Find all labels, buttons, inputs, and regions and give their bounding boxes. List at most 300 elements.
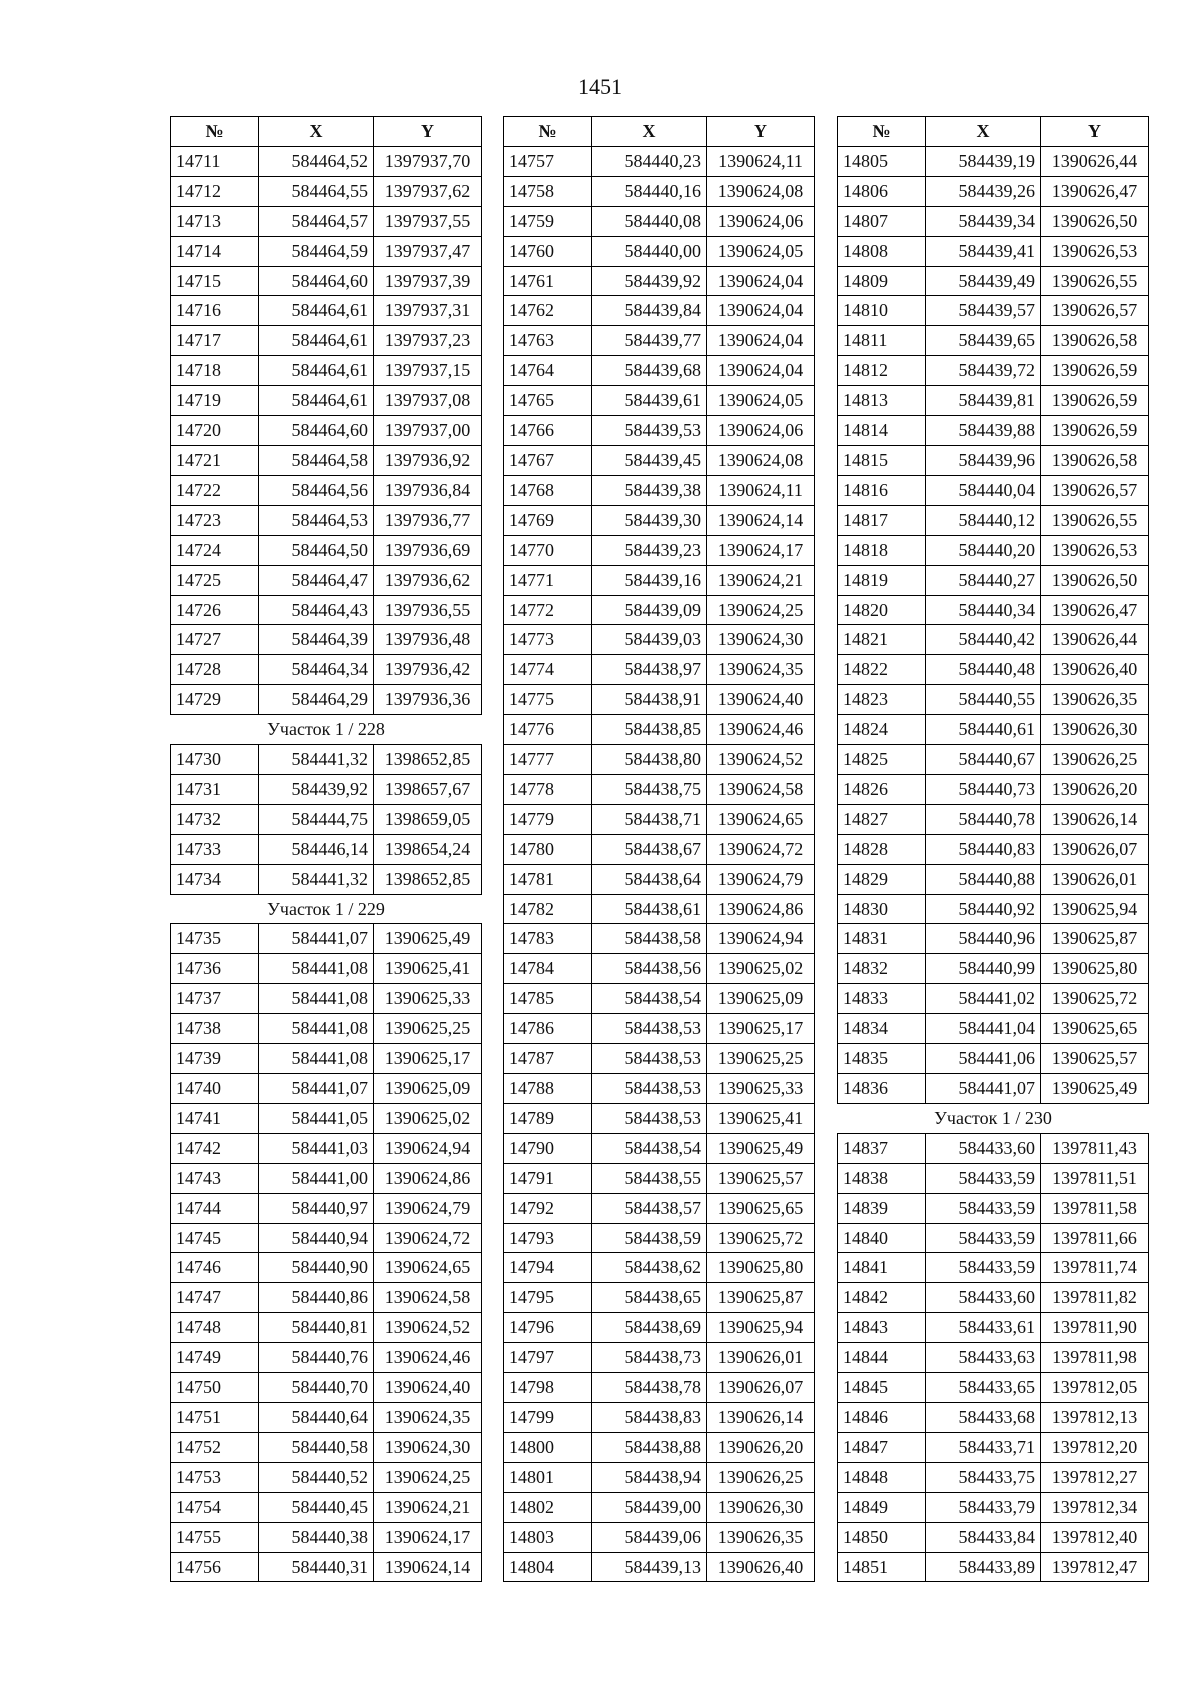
x-coordinate: 584438,83 xyxy=(592,1402,707,1432)
point-number: 14824 xyxy=(838,715,926,745)
point-number: 14726 xyxy=(171,595,259,625)
y-coordinate: 1390624,21 xyxy=(374,1492,482,1522)
x-coordinate: 584439,68 xyxy=(592,356,707,386)
table-row xyxy=(504,1193,815,1223)
point-number: 14841 xyxy=(838,1253,926,1283)
y-coordinate: 1397811,74 xyxy=(1041,1253,1149,1283)
point-number: 14804 xyxy=(504,1552,592,1582)
point-number: 14772 xyxy=(504,595,592,625)
column-header-x: X xyxy=(926,117,1041,147)
point-number: 14813 xyxy=(838,386,926,416)
y-coordinate: 1390626,55 xyxy=(1041,505,1149,535)
x-coordinate: 584440,88 xyxy=(926,864,1041,894)
point-number: 14821 xyxy=(838,625,926,655)
point-number: 14775 xyxy=(504,685,592,715)
x-coordinate: 584464,60 xyxy=(259,266,374,296)
point-number: 14830 xyxy=(838,894,926,924)
y-coordinate: 1390626,40 xyxy=(707,1552,815,1582)
point-number: 14714 xyxy=(171,236,259,266)
point-number: 14815 xyxy=(838,445,926,475)
table-row xyxy=(838,1133,1149,1163)
y-coordinate: 1390626,44 xyxy=(1041,146,1149,176)
point-number: 14743 xyxy=(171,1163,259,1193)
point-number: 14808 xyxy=(838,236,926,266)
x-coordinate: 584464,47 xyxy=(259,565,374,595)
x-coordinate: 584438,78 xyxy=(592,1373,707,1403)
table-row xyxy=(504,715,815,745)
table-row xyxy=(838,505,1149,535)
x-coordinate: 584439,26 xyxy=(926,176,1041,206)
x-coordinate: 584440,48 xyxy=(926,655,1041,685)
point-number: 14745 xyxy=(171,1223,259,1253)
table-row xyxy=(838,1283,1149,1313)
x-coordinate: 584464,43 xyxy=(259,595,374,625)
point-number: 14811 xyxy=(838,326,926,356)
point-number: 14712 xyxy=(171,176,259,206)
point-number: 14805 xyxy=(838,146,926,176)
point-number: 14770 xyxy=(504,535,592,565)
point-number: 14774 xyxy=(504,655,592,685)
point-number: 14825 xyxy=(838,745,926,775)
x-coordinate: 584440,86 xyxy=(259,1283,374,1313)
x-coordinate: 584439,06 xyxy=(592,1522,707,1552)
y-coordinate: 1390625,41 xyxy=(707,1103,815,1133)
coordinates-table-right xyxy=(837,116,1149,1582)
point-number: 14839 xyxy=(838,1193,926,1223)
x-coordinate: 584440,70 xyxy=(259,1373,374,1403)
table-row xyxy=(838,655,1149,685)
point-number: 14831 xyxy=(838,924,926,954)
y-coordinate: 1397812,13 xyxy=(1041,1402,1149,1432)
x-coordinate: 584441,06 xyxy=(926,1044,1041,1074)
point-number: 14762 xyxy=(504,296,592,326)
table-row xyxy=(838,1402,1149,1432)
x-coordinate: 584439,72 xyxy=(926,356,1041,386)
x-coordinate: 584441,05 xyxy=(259,1103,374,1133)
table-row xyxy=(838,625,1149,655)
point-number: 14744 xyxy=(171,1193,259,1223)
point-number: 14817 xyxy=(838,505,926,535)
table-row xyxy=(504,146,815,176)
table-row xyxy=(838,1074,1149,1104)
point-number: 14740 xyxy=(171,1074,259,1104)
x-coordinate: 584433,59 xyxy=(926,1193,1041,1223)
point-number: 14819 xyxy=(838,565,926,595)
point-number: 14823 xyxy=(838,685,926,715)
point-number: 14782 xyxy=(504,894,592,924)
point-number: 14827 xyxy=(838,804,926,834)
y-coordinate: 1397936,48 xyxy=(374,625,482,655)
table-row xyxy=(171,1343,482,1373)
point-number: 14779 xyxy=(504,804,592,834)
y-coordinate: 1390625,94 xyxy=(1041,894,1149,924)
table-row xyxy=(838,1014,1149,1044)
y-coordinate: 1390626,40 xyxy=(1041,655,1149,685)
y-coordinate: 1398652,85 xyxy=(374,864,482,894)
point-number: 14786 xyxy=(504,1014,592,1044)
table-row xyxy=(504,266,815,296)
x-coordinate: 584433,68 xyxy=(926,1402,1041,1432)
point-number: 14766 xyxy=(504,416,592,446)
x-coordinate: 584438,53 xyxy=(592,1044,707,1074)
x-coordinate: 584438,61 xyxy=(592,894,707,924)
point-number: 14847 xyxy=(838,1432,926,1462)
x-coordinate: 584440,96 xyxy=(926,924,1041,954)
y-coordinate: 1390625,87 xyxy=(1041,924,1149,954)
point-number: 14729 xyxy=(171,685,259,715)
point-number: 14758 xyxy=(504,176,592,206)
table-row xyxy=(504,565,815,595)
y-coordinate: 1397811,58 xyxy=(1041,1193,1149,1223)
x-coordinate: 584433,65 xyxy=(926,1373,1041,1403)
table-row xyxy=(171,296,482,326)
y-coordinate: 1398659,05 xyxy=(374,804,482,834)
point-number: 14784 xyxy=(504,954,592,984)
y-coordinate: 1390625,87 xyxy=(707,1283,815,1313)
x-coordinate: 584440,12 xyxy=(926,505,1041,535)
y-coordinate: 1390624,65 xyxy=(374,1253,482,1283)
point-number: 14785 xyxy=(504,984,592,1014)
point-number: 14736 xyxy=(171,954,259,984)
table-row xyxy=(838,266,1149,296)
point-number: 14791 xyxy=(504,1163,592,1193)
column-header-y: Y xyxy=(707,117,815,147)
x-coordinate: 584440,08 xyxy=(592,206,707,236)
x-coordinate: 584433,71 xyxy=(926,1432,1041,1462)
point-number: 14807 xyxy=(838,206,926,236)
x-coordinate: 584438,64 xyxy=(592,864,707,894)
x-coordinate: 584438,88 xyxy=(592,1432,707,1462)
point-number: 14780 xyxy=(504,834,592,864)
table-row xyxy=(838,1492,1149,1522)
y-coordinate: 1390625,49 xyxy=(707,1133,815,1163)
y-coordinate: 1397936,84 xyxy=(374,475,482,505)
table-row xyxy=(504,685,815,715)
point-number: 14850 xyxy=(838,1522,926,1552)
x-coordinate: 584441,07 xyxy=(259,924,374,954)
table-row xyxy=(171,655,482,685)
table-row xyxy=(171,326,482,356)
x-coordinate: 584441,07 xyxy=(259,1074,374,1104)
table-row xyxy=(504,984,815,1014)
point-number: 14763 xyxy=(504,326,592,356)
y-coordinate: 1390624,08 xyxy=(707,445,815,475)
y-coordinate: 1390624,11 xyxy=(707,146,815,176)
point-number: 14835 xyxy=(838,1044,926,1074)
table-row xyxy=(504,1492,815,1522)
column-header-number: № xyxy=(171,117,259,147)
table-row xyxy=(171,804,482,834)
y-coordinate: 1390624,05 xyxy=(707,236,815,266)
x-coordinate: 584439,41 xyxy=(926,236,1041,266)
y-coordinate: 1390626,20 xyxy=(707,1432,815,1462)
table-row xyxy=(171,1462,482,1492)
point-number: 14802 xyxy=(504,1492,592,1522)
y-coordinate: 1390624,17 xyxy=(707,535,815,565)
x-coordinate: 584440,99 xyxy=(926,954,1041,984)
table-row xyxy=(838,1313,1149,1343)
y-coordinate: 1390625,33 xyxy=(374,984,482,1014)
y-coordinate: 1390626,59 xyxy=(1041,386,1149,416)
coordinates-table-left xyxy=(170,116,482,1582)
point-number: 14818 xyxy=(838,535,926,565)
y-coordinate: 1390626,47 xyxy=(1041,595,1149,625)
table-row xyxy=(171,984,482,1014)
section-heading-row xyxy=(171,894,482,924)
point-number: 14797 xyxy=(504,1343,592,1373)
x-coordinate: 584440,34 xyxy=(926,595,1041,625)
y-coordinate: 1390625,49 xyxy=(1041,1074,1149,1104)
y-coordinate: 1398652,85 xyxy=(374,745,482,775)
table-row xyxy=(838,386,1149,416)
y-coordinate: 1397937,70 xyxy=(374,146,482,176)
x-coordinate: 584464,55 xyxy=(259,176,374,206)
table-row xyxy=(838,535,1149,565)
table-row xyxy=(838,236,1149,266)
table-row xyxy=(838,894,1149,924)
y-coordinate: 1390624,79 xyxy=(374,1193,482,1223)
point-number: 14840 xyxy=(838,1223,926,1253)
point-number: 14721 xyxy=(171,445,259,475)
point-number: 14754 xyxy=(171,1492,259,1522)
x-coordinate: 584440,42 xyxy=(926,625,1041,655)
table-row xyxy=(504,1402,815,1432)
y-coordinate: 1390624,58 xyxy=(707,774,815,804)
column-header-x: X xyxy=(592,117,707,147)
point-number: 14737 xyxy=(171,984,259,1014)
point-number: 14764 xyxy=(504,356,592,386)
y-coordinate: 1390624,05 xyxy=(707,386,815,416)
y-coordinate: 1390626,07 xyxy=(1041,834,1149,864)
table-row xyxy=(838,206,1149,236)
y-coordinate: 1390625,17 xyxy=(707,1014,815,1044)
y-coordinate: 1390626,14 xyxy=(707,1402,815,1432)
table-row xyxy=(504,1253,815,1283)
x-coordinate: 584439,03 xyxy=(592,625,707,655)
y-coordinate: 1390626,25 xyxy=(1041,745,1149,775)
x-coordinate: 584433,59 xyxy=(926,1253,1041,1283)
point-number: 14750 xyxy=(171,1373,259,1403)
y-coordinate: 1390626,50 xyxy=(1041,206,1149,236)
point-number: 14761 xyxy=(504,266,592,296)
y-coordinate: 1397937,08 xyxy=(374,386,482,416)
point-number: 14755 xyxy=(171,1522,259,1552)
y-coordinate: 1390624,65 xyxy=(707,804,815,834)
x-coordinate: 584439,61 xyxy=(592,386,707,416)
y-coordinate: 1390626,59 xyxy=(1041,356,1149,386)
table-row xyxy=(171,535,482,565)
table-row xyxy=(838,834,1149,864)
point-number: 14731 xyxy=(171,774,259,804)
y-coordinate: 1397937,15 xyxy=(374,356,482,386)
x-coordinate: 584464,61 xyxy=(259,326,374,356)
x-coordinate: 584440,61 xyxy=(926,715,1041,745)
point-number: 14769 xyxy=(504,505,592,535)
y-coordinate: 1390624,25 xyxy=(374,1462,482,1492)
y-coordinate: 1390625,25 xyxy=(707,1044,815,1074)
point-number: 14718 xyxy=(171,356,259,386)
x-coordinate: 584439,30 xyxy=(592,505,707,535)
table-row xyxy=(504,834,815,864)
x-coordinate: 584439,38 xyxy=(592,475,707,505)
y-coordinate: 1397937,31 xyxy=(374,296,482,326)
table-row xyxy=(838,176,1149,206)
x-coordinate: 584441,08 xyxy=(259,984,374,1014)
y-coordinate: 1390626,01 xyxy=(1041,864,1149,894)
table-row xyxy=(171,745,482,775)
x-coordinate: 584433,60 xyxy=(926,1133,1041,1163)
table-row xyxy=(504,1343,815,1373)
point-number: 14776 xyxy=(504,715,592,745)
table-row xyxy=(504,595,815,625)
column-header-number: № xyxy=(838,117,926,147)
x-coordinate: 584438,75 xyxy=(592,774,707,804)
table-row xyxy=(504,864,815,894)
point-number: 14715 xyxy=(171,266,259,296)
table-row xyxy=(171,445,482,475)
y-coordinate: 1390626,59 xyxy=(1041,416,1149,446)
x-coordinate: 584464,57 xyxy=(259,206,374,236)
y-coordinate: 1390625,80 xyxy=(707,1253,815,1283)
point-number: 14723 xyxy=(171,505,259,535)
y-coordinate: 1397811,82 xyxy=(1041,1283,1149,1313)
y-coordinate: 1390624,46 xyxy=(707,715,815,745)
point-number: 14756 xyxy=(171,1552,259,1582)
point-number: 14836 xyxy=(838,1074,926,1104)
y-coordinate: 1397811,98 xyxy=(1041,1343,1149,1373)
x-coordinate: 584439,96 xyxy=(926,445,1041,475)
table-row xyxy=(504,1103,815,1133)
point-number: 14781 xyxy=(504,864,592,894)
point-number: 14777 xyxy=(504,745,592,775)
point-number: 14727 xyxy=(171,625,259,655)
y-coordinate: 1390625,80 xyxy=(1041,954,1149,984)
x-coordinate: 584444,75 xyxy=(259,804,374,834)
x-coordinate: 584440,38 xyxy=(259,1522,374,1552)
table-row xyxy=(838,1373,1149,1403)
table-row xyxy=(171,1133,482,1163)
table-row xyxy=(504,296,815,326)
table-row xyxy=(838,1044,1149,1074)
y-coordinate: 1397811,90 xyxy=(1041,1313,1149,1343)
table-row xyxy=(838,1522,1149,1552)
x-coordinate: 584439,45 xyxy=(592,445,707,475)
x-coordinate: 584441,32 xyxy=(259,745,374,775)
x-coordinate: 584440,55 xyxy=(926,685,1041,715)
table-row xyxy=(838,954,1149,984)
x-coordinate: 584439,23 xyxy=(592,535,707,565)
x-coordinate: 584464,60 xyxy=(259,416,374,446)
y-coordinate: 1397936,77 xyxy=(374,505,482,535)
point-number: 14746 xyxy=(171,1253,259,1283)
table-row xyxy=(171,386,482,416)
point-number: 14844 xyxy=(838,1343,926,1373)
x-coordinate: 584440,20 xyxy=(926,535,1041,565)
x-coordinate: 584433,61 xyxy=(926,1313,1041,1343)
point-number: 14765 xyxy=(504,386,592,416)
y-coordinate: 1390626,30 xyxy=(707,1492,815,1522)
x-coordinate: 584439,92 xyxy=(259,774,374,804)
point-number: 14799 xyxy=(504,1402,592,1432)
table-row xyxy=(171,954,482,984)
table-row xyxy=(171,416,482,446)
x-coordinate: 584439,81 xyxy=(926,386,1041,416)
y-coordinate: 1390625,72 xyxy=(707,1223,815,1253)
y-coordinate: 1390624,35 xyxy=(374,1402,482,1432)
y-coordinate: 1390626,50 xyxy=(1041,565,1149,595)
table-row xyxy=(838,1462,1149,1492)
table-row xyxy=(504,954,815,984)
x-coordinate: 584440,04 xyxy=(926,475,1041,505)
table-row xyxy=(171,834,482,864)
point-number: 14793 xyxy=(504,1223,592,1253)
table-row xyxy=(504,1133,815,1163)
point-number: 14788 xyxy=(504,1074,592,1104)
y-coordinate: 1390626,30 xyxy=(1041,715,1149,745)
x-coordinate: 584446,14 xyxy=(259,834,374,864)
point-number: 14757 xyxy=(504,146,592,176)
x-coordinate: 584438,54 xyxy=(592,984,707,1014)
table-row xyxy=(504,356,815,386)
x-coordinate: 584438,71 xyxy=(592,804,707,834)
table-row xyxy=(504,505,815,535)
table-row xyxy=(171,505,482,535)
y-coordinate: 1390624,94 xyxy=(707,924,815,954)
x-coordinate: 584438,65 xyxy=(592,1283,707,1313)
x-coordinate: 584440,00 xyxy=(592,236,707,266)
column-header-y: Y xyxy=(1041,117,1149,147)
y-coordinate: 1397936,42 xyxy=(374,655,482,685)
y-coordinate: 1390624,30 xyxy=(374,1432,482,1462)
table-row xyxy=(504,535,815,565)
table-row xyxy=(171,625,482,655)
x-coordinate: 584440,78 xyxy=(926,804,1041,834)
y-coordinate: 1390625,02 xyxy=(707,954,815,984)
table-row xyxy=(171,1163,482,1193)
point-number: 14794 xyxy=(504,1253,592,1283)
table-row xyxy=(838,1253,1149,1283)
point-number: 14739 xyxy=(171,1044,259,1074)
y-coordinate: 1390626,57 xyxy=(1041,475,1149,505)
x-coordinate: 584438,53 xyxy=(592,1014,707,1044)
table-row xyxy=(504,1223,815,1253)
point-number: 14838 xyxy=(838,1163,926,1193)
table-row xyxy=(171,1283,482,1313)
x-coordinate: 584464,52 xyxy=(259,146,374,176)
point-number: 14748 xyxy=(171,1313,259,1343)
table-row xyxy=(838,595,1149,625)
point-number: 14720 xyxy=(171,416,259,446)
section-heading-row xyxy=(171,715,482,745)
x-coordinate: 584441,02 xyxy=(926,984,1041,1014)
x-coordinate: 584440,45 xyxy=(259,1492,374,1522)
table-row xyxy=(838,1193,1149,1223)
table-row xyxy=(171,1402,482,1432)
x-coordinate: 584440,52 xyxy=(259,1462,374,1492)
table-row xyxy=(504,1522,815,1552)
x-coordinate: 584464,53 xyxy=(259,505,374,535)
y-coordinate: 1390625,65 xyxy=(1041,1014,1149,1044)
table-row xyxy=(504,774,815,804)
x-coordinate: 584440,58 xyxy=(259,1432,374,1462)
point-number: 14713 xyxy=(171,206,259,236)
y-coordinate: 1390625,02 xyxy=(374,1103,482,1133)
x-coordinate: 584438,73 xyxy=(592,1343,707,1373)
table-row xyxy=(504,206,815,236)
point-number: 14834 xyxy=(838,1014,926,1044)
table-row xyxy=(838,685,1149,715)
x-coordinate: 584440,31 xyxy=(259,1552,374,1582)
